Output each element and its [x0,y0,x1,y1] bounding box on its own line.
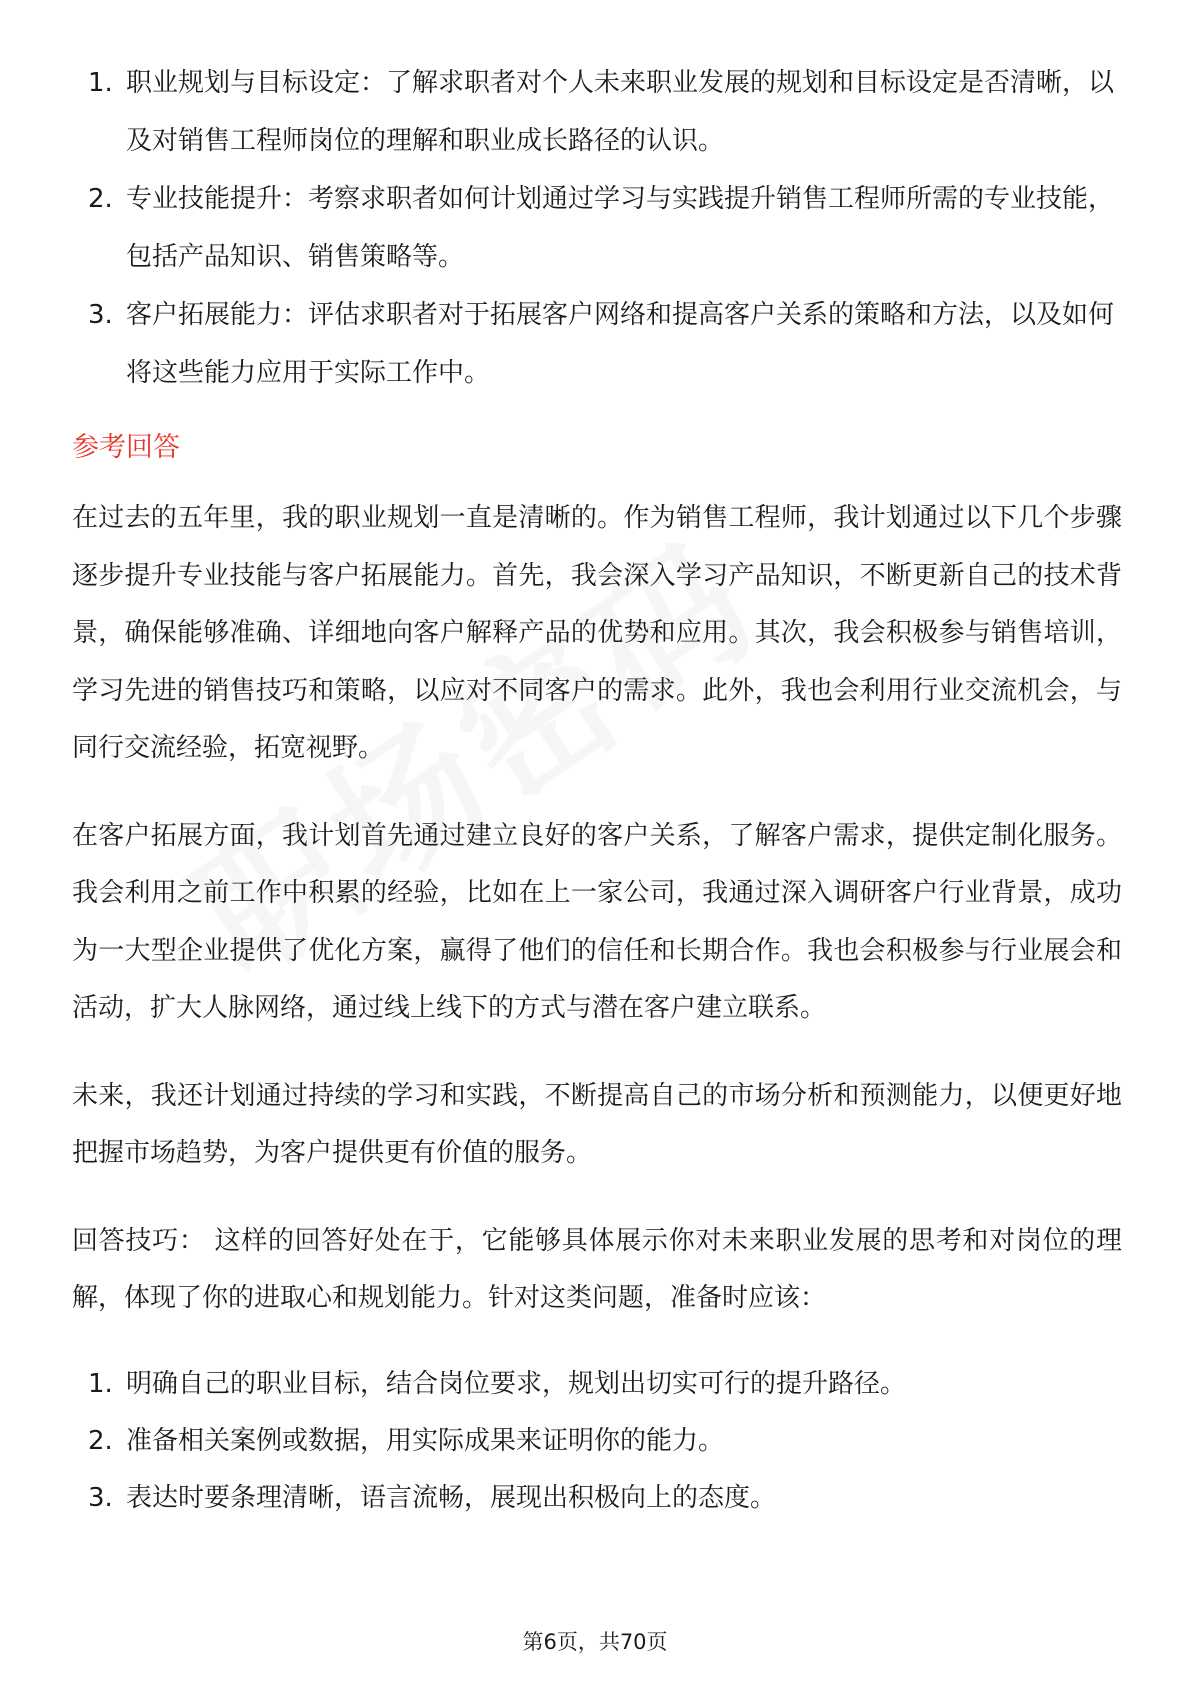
list-item-number: 2. [88,1425,113,1456]
tips-list [72,1356,1122,1527]
list-item-text: 客户拓展能力：评估求职者对于拓展客户网络和提高客户关系的策略和方法，以及如何将这些能力应用于实际工作中。 [126,300,1115,388]
list-item [72,286,1122,402]
list-item [72,1413,1122,1470]
list-item-text: 表达时要条理清晰，语言流畅，展现出积极向上的态度。 [126,1482,777,1513]
list-item-text: 职业规划与目标设定：了解求职者对个人未来职业发展的规划和目标设定是否清晰，以及对销售工程师岗位的理解和职业成长路径的认识。 [126,68,1115,156]
list-item-number: 1. [88,68,113,98]
answer-paragraph: 在过去的五年里，我的职业规划一直是清晰的。作为销售工程师，我计划通过以下几个步骤逐步提升专业技能与客户拓展能力。首先，我会深入学习产品知识，不断更新自己的技术背景，确保能够准确、详细地向客户解释产品的优势和应用。其次，我会积极参与销售培训，学习先进的销售技巧和策略，以应对不同客户的需求。此外，我也会利用行业交流机会，与同行交流经验，拓宽视野。 [72,503,1122,763]
list-item [72,54,1122,170]
list-item-text: 准备相关案例或数据，用实际成果来证明你的能力。 [126,1425,725,1456]
list-item-number: 3. [88,300,113,330]
answer-paragraph: 未来，我还计划通过持续的学习和实践，不断提高自己的市场分析和预测能力，以便更好地把握市场趋势，为客户提供更有价值的服务。 [72,1080,1122,1168]
list-item-number: 2. [88,184,113,214]
page-number-footer: 第6页，共70页 [522,1630,668,1654]
section-title: 参考回答 [72,432,180,463]
list-item [72,170,1122,286]
list-item [72,1470,1122,1527]
assessment-points-list [72,54,1122,402]
list-item-text: 专业技能提升：考察求职者如何计划通过学习与实践提升销售工程师所需的专业技能，包括产品知识、销售策略等。 [126,184,1115,272]
list-item-number: 1. [88,1368,113,1399]
answer-tips: 回答技巧： 这样的回答好处在于，它能够具体展示你对未来职业发展的思考和对岗位的理解，体现了你的进取心和规划能力。针对这类问题，准备时应该： [72,1225,1122,1313]
list-item-text: 明确自己的职业目标，结合岗位要求，规划出切实可行的提升路径。 [126,1368,907,1399]
answer-paragraph: 在客户拓展方面，我计划首先通过建立良好的客户关系，了解客户需求，提供定制化服务。我会利用之前工作中积累的经验，比如在上一家公司，我通过深入调研客户行业背景，成功为一大型企业提供了优化方案，赢得了他们的信任和长期合作。我也会积极参与行业展会和活动，扩大人脉网络，通过线上线下的方式与潜在客户建立联系。 [72,820,1122,1023]
list-item-number: 3. [88,1482,113,1513]
list-item [72,1356,1122,1413]
page-content [72,54,1122,1527]
